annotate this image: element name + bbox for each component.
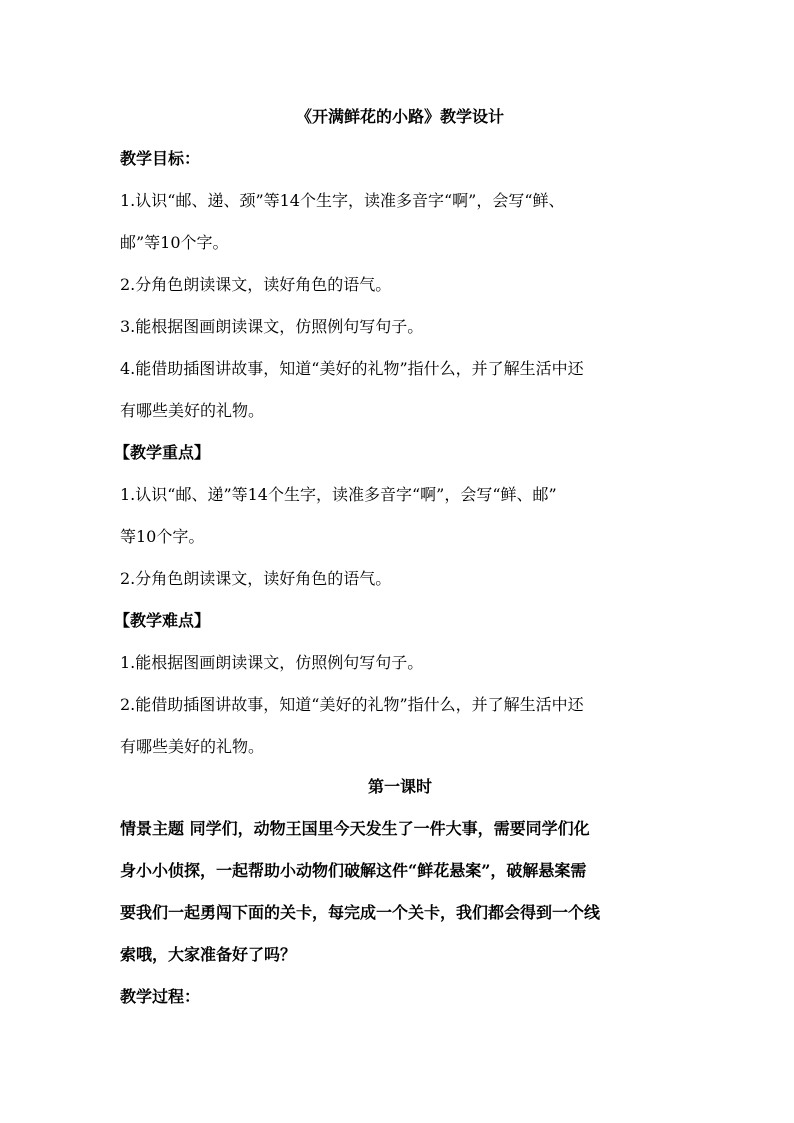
- difficult-points-heading: 【教学难点】: [114, 611, 211, 630]
- objectives-heading: 教学目标：: [120, 149, 201, 168]
- scenario-line: 情景主题 同学们，动物王国里今天发生了一件大事，需要同学们化: [120, 819, 590, 838]
- scenario-line: 身小小侦探，一起帮助小动物们破解这件“鲜花悬案”，破解悬案需: [120, 861, 587, 880]
- scenario-line: 要我们一起勇闯下面的关卡，每完成一个关卡，我们都会得到一个线: [120, 903, 601, 922]
- scenario-line: 索哦，大家准备好了吗？: [120, 945, 297, 964]
- difficult-point-line: 有哪些美好的礼物。: [120, 737, 265, 756]
- objective-line: 邮”等10个字。: [120, 233, 229, 252]
- key-points-heading: 【教学重点】: [114, 443, 211, 462]
- objective-line: 4.能借助插图讲故事，知道“美好的礼物”指什么，并了解生活中还: [120, 359, 584, 378]
- document-title: 《开满鲜花的小路》教学设计: [295, 107, 504, 126]
- key-point-line: 1.认识“邮、递”等14个生字，读准多音字“啊”，会写“鲜、邮”: [120, 485, 557, 504]
- key-point-line: 等10个字。: [120, 527, 205, 546]
- objective-line: 3.能根据图画朗读课文，仿照例句写句子。: [120, 317, 424, 336]
- difficult-point-line: 2.能借助插图讲故事，知道“美好的礼物”指什么，并了解生活中还: [120, 695, 584, 714]
- process-heading: 教学过程：: [120, 987, 201, 1006]
- objective-line: 2.分角色朗读课文，读好角色的语气。: [120, 275, 392, 294]
- objective-line: 1.认识“邮、递、颈”等14个生字，读准多音字“啊”，会写“鲜、: [120, 191, 565, 210]
- key-point-line: 2.分角色朗读课文，读好角色的语气。: [120, 569, 392, 588]
- difficult-point-line: 1.能根据图画朗读课文，仿照例句写句子。: [120, 653, 424, 672]
- objective-line: 有哪些美好的礼物。: [120, 401, 265, 420]
- lesson-heading: 第一课时: [367, 777, 432, 796]
